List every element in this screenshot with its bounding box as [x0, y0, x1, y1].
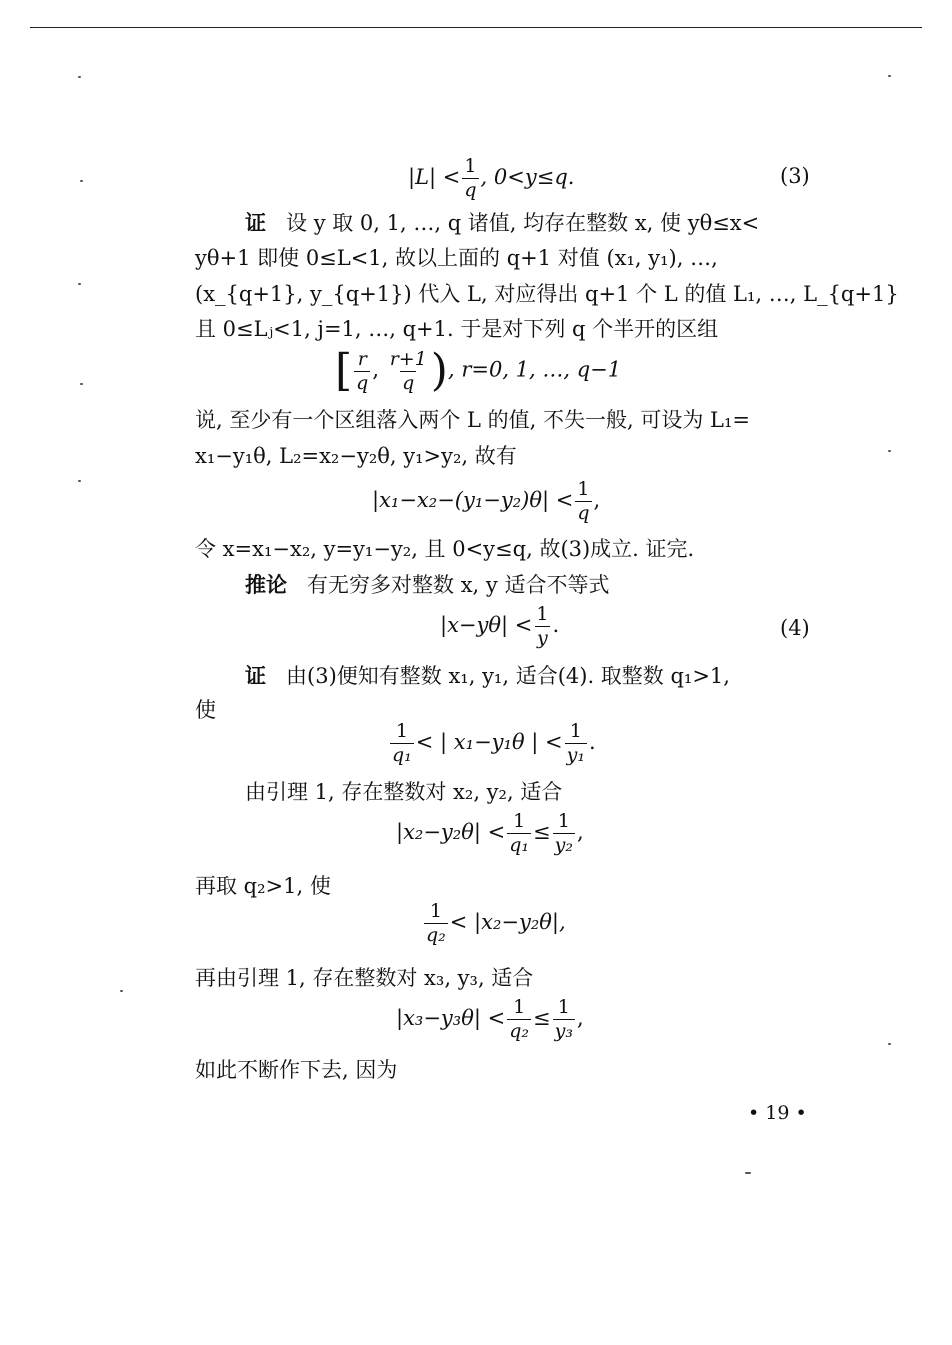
fraction: $\frac{1}{\text{q₂}}$	[426, 900, 446, 946]
fraction: $\frac{1}{\text{q₁}}$	[392, 720, 412, 766]
proof-line-4: 且 0≤Lⱼ<1, j=1, …, q+1. 于是对下列 q 个半开的区组	[195, 317, 719, 341]
corollary-proof-line-2: 使	[195, 698, 216, 722]
fraction: $\frac{r+1}{q}$	[389, 347, 427, 394]
equation-4: |x−yθ| < $\frac{1}{y}$ .	[440, 603, 560, 649]
scan-speck	[78, 480, 81, 482]
inequality-q2: $\frac{1}{\text{q₂}}$ < |x₂−y₂θ|,	[426, 900, 566, 946]
interval-expression: [ $\frac{r}{q}$ , $\frac{r+1}{q}$ ), r=0, 1, …, q−1	[335, 345, 622, 396]
header-rule	[30, 27, 922, 28]
inequality-q1: $\frac{1}{\text{q₁}}$ < | x₁−y₁θ | < $\frac{1}{\text{y₁}}$ .	[392, 720, 596, 766]
fraction: $\frac{1}{\text{y₂}}$	[554, 810, 573, 856]
scan-speck	[120, 990, 123, 992]
continue-line: 如此不断作下去, 因为	[195, 1058, 398, 1082]
lemma-line-2: 再由引理 1, 存在整数对 x₃, y₃, 适合	[195, 966, 534, 990]
equation-3: |L| < $\frac{1}{q}$ , 0<y≤q.	[408, 155, 575, 201]
proof-line-5: 说, 至少有一个区组落入两个 L 的值, 不失一般, 可设为 L₁=	[195, 408, 750, 432]
proof-line-6: x₁−y₁θ, L₂=x₂−y₂θ, y₁>y₂, 故有	[195, 444, 517, 468]
corollary-proof-line-1: 证 由(3)便知有整数 x₁, y₁, 适合(4). 取整数 q₁>1,	[245, 663, 730, 688]
scan-speck	[78, 283, 81, 285]
scan-speck	[80, 180, 83, 182]
scan-speck	[888, 75, 891, 77]
scan-speck	[745, 1172, 751, 1174]
proof-line-3: (x_{q+1}, y_{q+1}) 代入 L, 对应得出 q+1 个 L 的值 L₁, …, L_{q+1}	[195, 282, 899, 306]
lemma-line-1: 由引理 1, 存在整数对 x₂, y₂, 适合	[245, 780, 563, 804]
take-q2-line: 再取 q₂>1, 使	[195, 874, 331, 898]
fraction: $\frac{r}{q}$	[356, 347, 369, 394]
proof-line-1: 证 设 y 取 0, 1, …, q 诸值, 均存在整数 x, 使 yθ≤x<	[245, 210, 760, 235]
scan-speck	[888, 1043, 891, 1045]
proof-conclusion: 令 x=x₁−x₂, y=y₁−y₂, 且 0<y≤q, 故(3)成立. 证完.	[195, 537, 695, 561]
fraction: $\frac{1}{y}$	[536, 603, 549, 649]
difference-inequality: |x₁−x₂−(y₁−y₂)θ| < $\frac{1}{q}$ ,	[372, 478, 601, 524]
corollary-statement: 推论 有无穷多对整数 x, y 适合不等式	[245, 572, 610, 597]
inequality-x2: |x₂−y₂θ| < $\frac{1}{\text{q₁}}$ ≤ $\frac{1}{\text{y₂}}$ ,	[396, 810, 584, 856]
scan-speck	[78, 76, 81, 78]
page-number: • 19 •	[748, 1102, 807, 1124]
fraction: $\frac{1}{\text{q₁}}$	[509, 810, 529, 856]
fraction: $\frac{1}{q}$	[464, 155, 477, 201]
fraction: $\frac{1}{\text{y₁}}$	[566, 720, 585, 766]
scan-speck	[888, 450, 891, 452]
inequality-x3: |x₃−y₃θ| < $\frac{1}{\text{q₂}}$ ≤ $\frac{1}{\text{y₃}}$ ,	[396, 996, 584, 1042]
proof-line-2: yθ+1 即使 0≤L<1, 故以上面的 q+1 对值 (x₁, y₁), …,	[195, 246, 718, 270]
equation-label-4: (4)	[780, 616, 810, 640]
equation-label-3: (3)	[780, 164, 810, 188]
fraction: $\frac{1}{\text{y₃}}$	[554, 996, 573, 1042]
fraction: $\frac{1}{\text{q₂}}$	[509, 996, 529, 1042]
scan-speck	[80, 383, 83, 385]
fraction: $\frac{1}{q}$	[577, 478, 590, 524]
